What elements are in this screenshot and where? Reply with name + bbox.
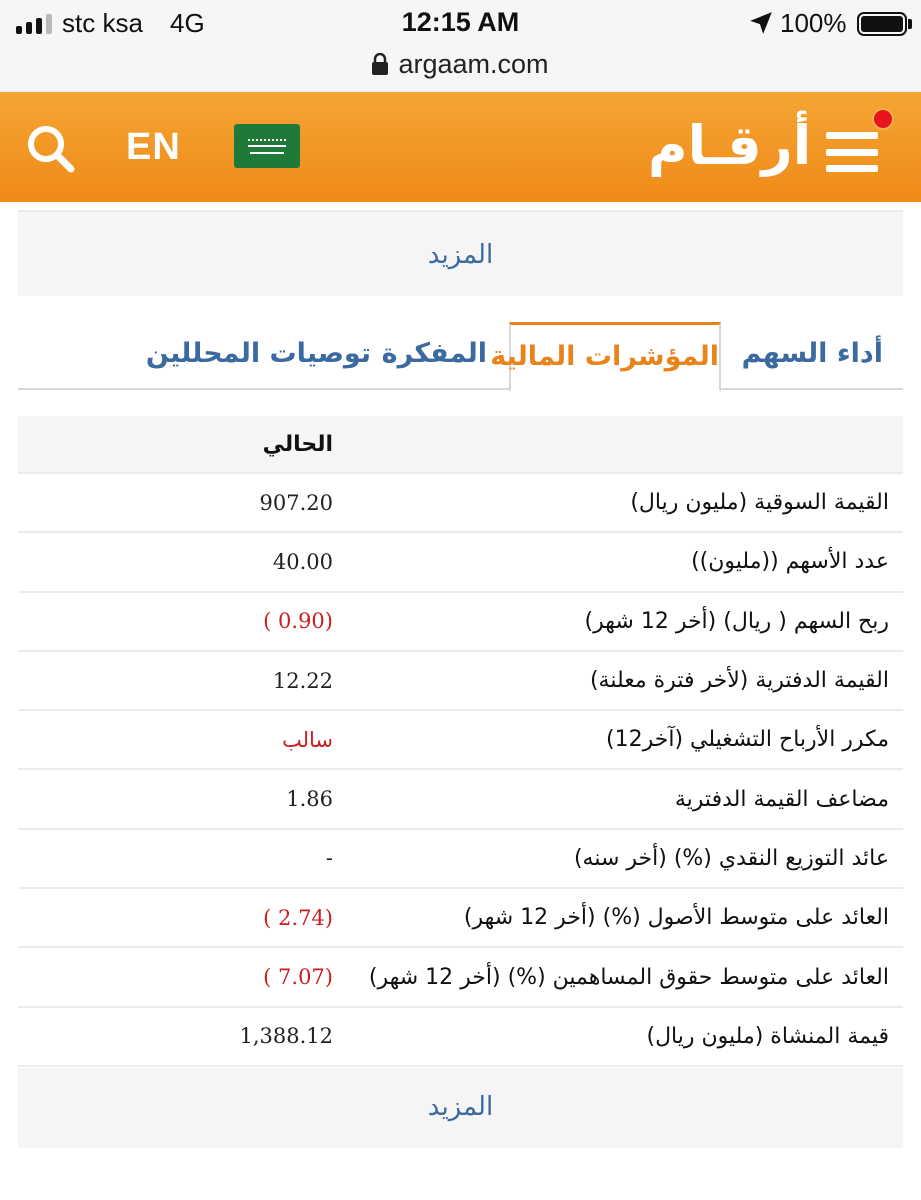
row-label: قيمة المنشاة (مليون ريال) bbox=[646, 1023, 889, 1049]
search-icon[interactable] bbox=[24, 122, 76, 174]
site-logo[interactable]: أرقـام bbox=[648, 114, 812, 177]
row-value: ( 0.90) bbox=[263, 609, 333, 634]
row-label: مضاعف القيمة الدفترية bbox=[674, 786, 889, 812]
status-time: 12:15 AM bbox=[401, 7, 520, 37]
row-value: 907.20 bbox=[259, 490, 333, 515]
table-row bbox=[18, 770, 903, 829]
more-link-bottom[interactable]: المزيد bbox=[18, 1068, 903, 1148]
row-value: ( 2.74) bbox=[263, 905, 333, 930]
browser-chrome bbox=[0, 0, 921, 92]
row-label: القيمة السوقية (مليون ريال) bbox=[630, 490, 889, 516]
notification-dot bbox=[872, 108, 894, 130]
tab-calendar[interactable]: المفكرة bbox=[381, 338, 487, 369]
row-value: - bbox=[325, 846, 333, 871]
row-label: ربح السهم ( ريال) (أخر 12 شهر) bbox=[584, 608, 889, 634]
more-link-top[interactable]: المزيد bbox=[18, 210, 903, 296]
table-row bbox=[18, 1008, 903, 1067]
row-label: عدد الأسهم ((مليون)) bbox=[691, 549, 889, 575]
table-row bbox=[18, 533, 903, 592]
row-value: ( 7.07) bbox=[263, 965, 333, 990]
table-row bbox=[18, 652, 903, 711]
row-value: 12.22 bbox=[272, 668, 333, 693]
site-header bbox=[0, 92, 921, 202]
row-value: سالب bbox=[281, 727, 333, 752]
battery-percent: 100% bbox=[780, 8, 847, 38]
row-value: 1,388.12 bbox=[239, 1024, 333, 1049]
url-text[interactable]: argaam.com bbox=[398, 48, 549, 79]
row-label: عائد التوزيع النقدي (%) (أخر سنه) bbox=[573, 845, 889, 871]
battery-icon bbox=[857, 12, 907, 36]
saudi-flag-icon[interactable] bbox=[234, 124, 300, 168]
table-row bbox=[18, 948, 903, 1007]
location-arrow-icon bbox=[748, 10, 774, 36]
row-label: العائد على متوسط حقوق المساهمين (%) (أخر 12 شهر) bbox=[368, 964, 889, 990]
column-header-current: الحالي bbox=[262, 431, 333, 457]
row-value: 1.86 bbox=[286, 787, 333, 812]
tab-analyst-recommendations[interactable]: توصيات المحللين bbox=[145, 338, 371, 369]
table-row bbox=[18, 830, 903, 889]
tab-bar bbox=[18, 322, 903, 390]
tab-financial-indicators[interactable]: المؤشرات المالية bbox=[509, 322, 721, 392]
language-toggle[interactable]: EN bbox=[126, 126, 181, 168]
battery-nub bbox=[908, 19, 912, 29]
carrier-label: stc ksa bbox=[62, 8, 143, 38]
table-row bbox=[18, 711, 903, 770]
table-row bbox=[18, 474, 903, 533]
row-label: مكرر الأرباح التشغيلي (آخر12) bbox=[606, 727, 889, 753]
table-header-row bbox=[18, 416, 903, 474]
row-label: العائد على متوسط الأصول (%) (أخر 12 شهر) bbox=[463, 905, 889, 931]
financial-indicators-table bbox=[18, 416, 903, 1067]
table-row bbox=[18, 593, 903, 652]
network-label: 4G bbox=[170, 8, 205, 38]
status-bar bbox=[0, 0, 921, 46]
address-bar[interactable] bbox=[0, 44, 921, 84]
row-label: القيمة الدفترية (لأخر فترة معلنة) bbox=[589, 668, 889, 694]
tab-stock-performance[interactable]: أداء السهم bbox=[741, 338, 883, 369]
table-row bbox=[18, 889, 903, 948]
hamburger-menu-icon[interactable] bbox=[826, 132, 878, 172]
lock-icon bbox=[372, 53, 388, 75]
row-value: 40.00 bbox=[272, 549, 333, 574]
